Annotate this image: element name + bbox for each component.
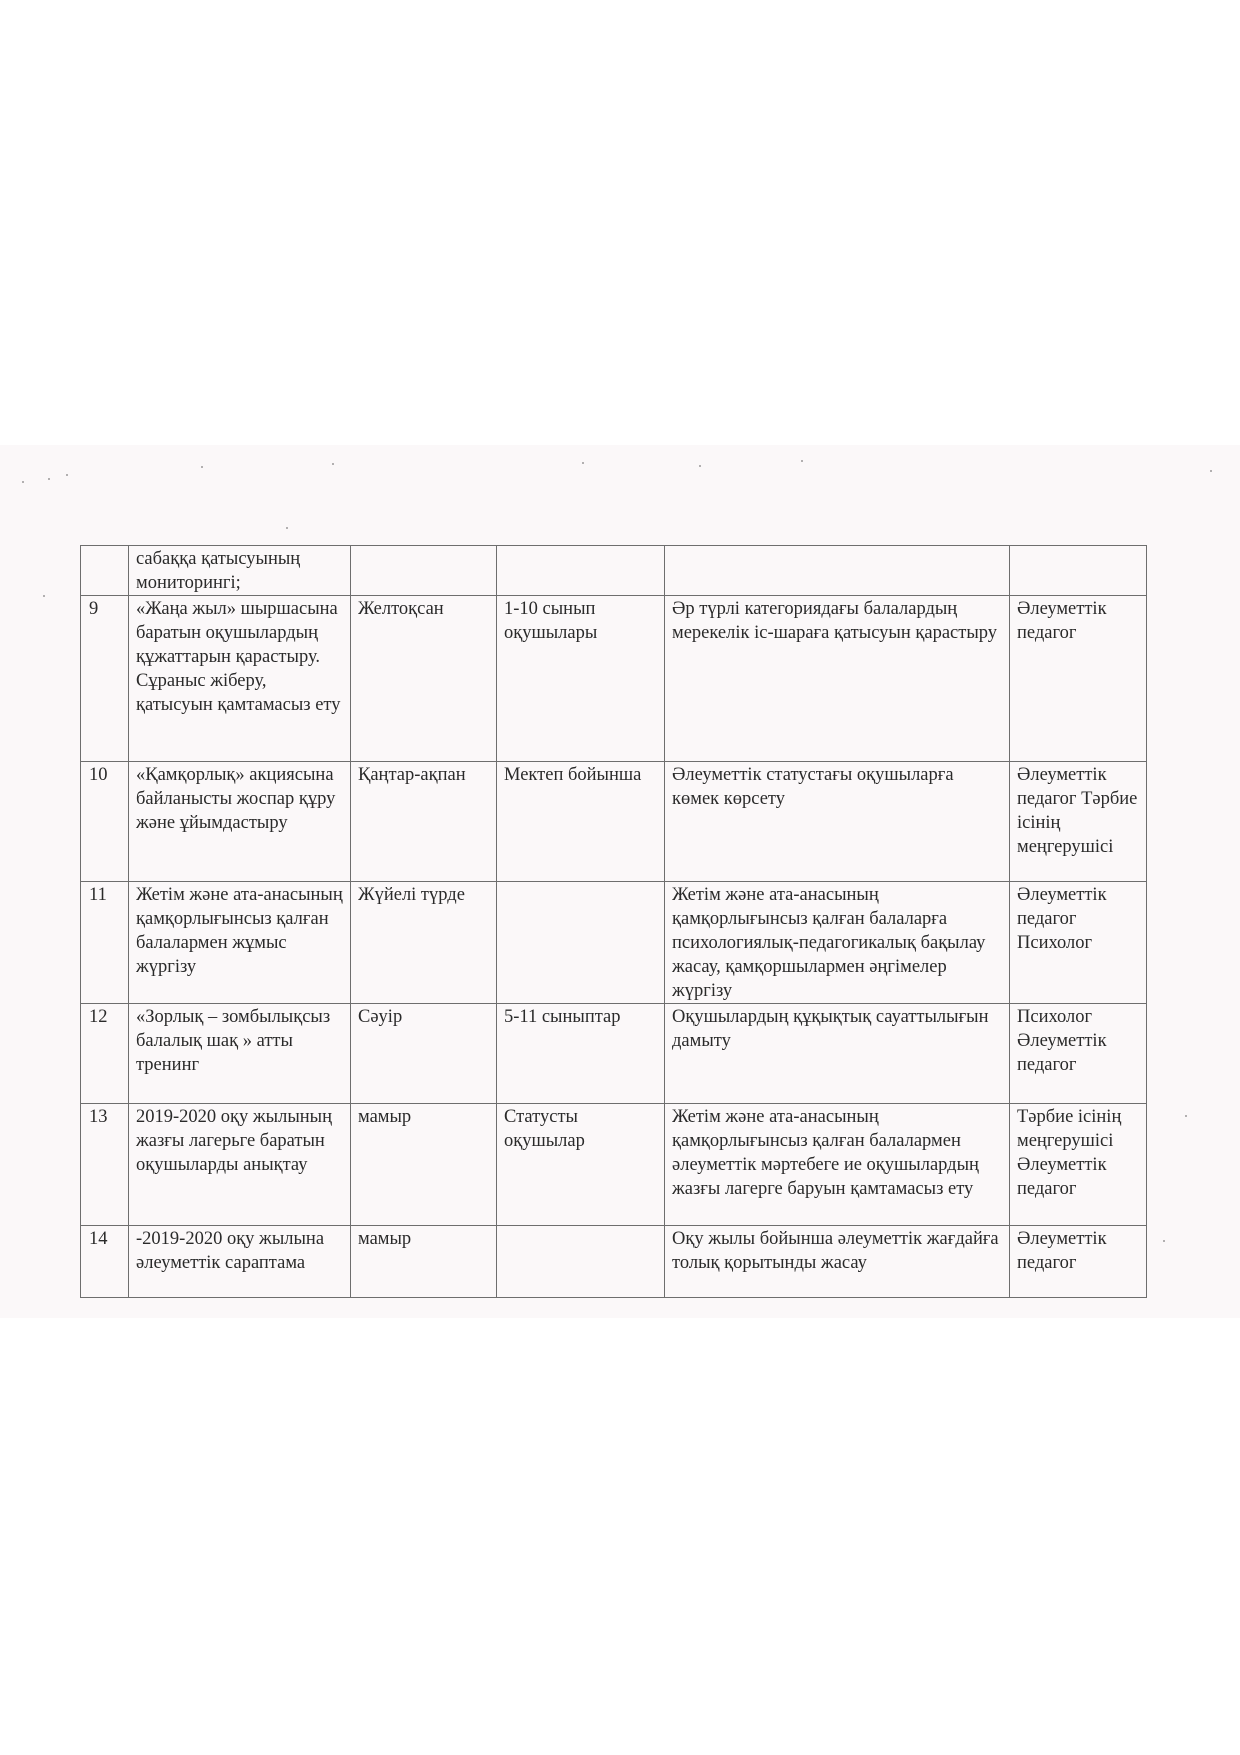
responsible-cell: Психолог Әлеуметтік педагог (1010, 1004, 1147, 1104)
scan-speck (1163, 1240, 1165, 1242)
target-cell: 1-10 сынып оқушылары (497, 596, 665, 762)
period-cell (351, 546, 497, 596)
scan-speck (1210, 470, 1212, 472)
target-cell (497, 882, 665, 1004)
event-cell: сабаққа қатысуының мониторингі; (129, 546, 351, 596)
period-cell: Желтоқсан (351, 596, 497, 762)
period-cell: Жүйелі түрде (351, 882, 497, 1004)
table-row (81, 1104, 1147, 1226)
event-cell: Жетім және ата-анасының қамқорлығынсыз қалған балалармен жұмыс жүргізу (129, 882, 351, 1004)
responsible-cell: Әлеуметтік педагог (1010, 1226, 1147, 1298)
target-cell (497, 1226, 665, 1298)
scan-speck (48, 478, 50, 480)
scan-speck (286, 527, 288, 529)
result-cell: Оқушылардың құқықтық сауаттылығын дамыту (665, 1004, 1010, 1104)
result-cell: Жетім және ата-анасының қамқорлығынсыз қалған балалармен әлеуметтік мәртебеге ие оқушылардың жазғы лагерге баруын қамтамасыз ету (665, 1104, 1010, 1226)
scan-speck (201, 466, 203, 468)
result-cell: Әр түрлі категориядағы балалардың мерекелік іс-шараға қатысуын қарастыру (665, 596, 1010, 762)
period-cell: Сәуір (351, 1004, 497, 1104)
scan-speck (43, 595, 45, 597)
result-cell (665, 546, 1010, 596)
event-cell: -2019-2020 оқу жылына әлеуметтік сараптама (129, 1226, 351, 1298)
plan-table (80, 545, 1147, 1298)
event-cell: «Жаңа жыл» шыршасына баратын оқушылардың құжаттарын қарастыру. Сұраныс жіберу, қатысуын қамтамасыз ету (129, 596, 351, 762)
row-number: 14 (81, 1226, 129, 1298)
event-cell: 2019-2020 оқу жылының жазғы лагерьге баратын оқушыларды анықтау (129, 1104, 351, 1226)
table-row (81, 1004, 1147, 1104)
table-row (81, 1226, 1147, 1298)
table-row (81, 596, 1147, 762)
row-number: 12 (81, 1004, 129, 1104)
target-cell (497, 546, 665, 596)
responsible-cell: Әлеуметтік педагог Психолог (1010, 882, 1147, 1004)
scan-speck (66, 474, 68, 476)
scan-speck (801, 460, 803, 462)
target-cell: 5-11 сыныптар (497, 1004, 665, 1104)
scan-speck (582, 462, 584, 464)
target-cell: Статусты оқушылар (497, 1104, 665, 1226)
row-number: 13 (81, 1104, 129, 1226)
table-row (81, 546, 1147, 596)
table-row (81, 762, 1147, 882)
scan-speck (699, 465, 701, 467)
responsible-cell (1010, 546, 1147, 596)
responsible-cell: Әлеуметтік педагог Тәрбие ісінің меңгерушісі (1010, 762, 1147, 882)
event-cell: «Қамқорлық» акциясына байланысты жоспар құру және ұйымдастыру (129, 762, 351, 882)
period-cell: мамыр (351, 1104, 497, 1226)
table-row (81, 882, 1147, 1004)
row-number: 10 (81, 762, 129, 882)
period-cell: мамыр (351, 1226, 497, 1298)
row-number (81, 546, 129, 596)
target-cell: Мектеп бойынша (497, 762, 665, 882)
responsible-cell: Тәрбие ісінің меңгерушісі Әлеуметтік педагог (1010, 1104, 1147, 1226)
period-cell: Қаңтар-ақпан (351, 762, 497, 882)
result-cell: Оқу жылы бойынша әлеуметтік жағдайға толық қорытынды жасау (665, 1226, 1010, 1298)
result-cell: Әлеуметтік статустағы оқушыларға көмек көрсету (665, 762, 1010, 882)
scan-speck (1185, 1115, 1187, 1117)
scan-speck (22, 481, 24, 483)
scan-speck (332, 463, 334, 465)
row-number: 11 (81, 882, 129, 1004)
result-cell: Жетім және ата-анасының қамқорлығынсыз қалған балаларға психологиялық-педагогикалық бақылау жасау, қамқоршылармен әңгімелер жүргізу (665, 882, 1010, 1004)
event-cell: «Зорлық – зомбылықсыз балалық шақ » атты тренинг (129, 1004, 351, 1104)
responsible-cell: Әлеуметтік педагог (1010, 596, 1147, 762)
row-number: 9 (81, 596, 129, 762)
